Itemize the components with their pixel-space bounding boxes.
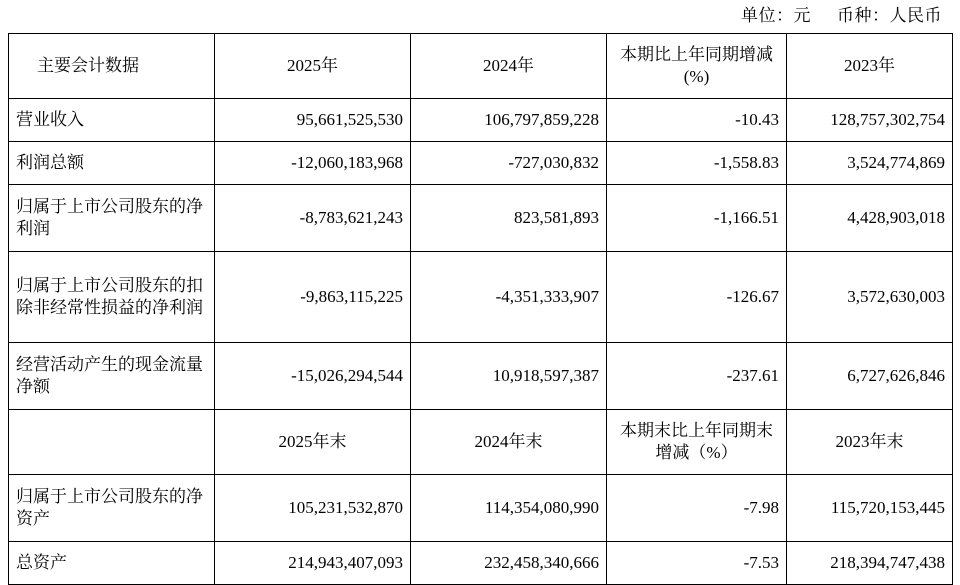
row-label: 经营活动产生的现金流量净额	[9, 343, 215, 410]
financial-summary-table	[8, 33, 953, 585]
row-label: 归属于上市公司股东的扣除非经常性损益的净利润	[9, 252, 215, 343]
cell-2024: 10,918,597,387	[411, 343, 607, 410]
cell-change: -237.61	[607, 343, 787, 410]
cell-2023: 3,572,630,003	[787, 252, 953, 343]
header-cell-2023: 2023年	[787, 34, 953, 99]
cell-2023: 6,727,626,846	[787, 343, 953, 410]
row-label: 利润总额	[9, 142, 215, 185]
header-cell-metric-point	[9, 410, 215, 475]
header-cell-2025-end: 2025年末	[215, 410, 411, 475]
header-cell-2023-end: 2023年末	[787, 410, 953, 475]
cell-2023: 4,428,903,018	[787, 185, 953, 252]
cell-2024: 823,581,893	[411, 185, 607, 252]
row-label: 归属于上市公司股东的净资产	[9, 475, 215, 542]
cell-2025: -12,060,183,968	[215, 142, 411, 185]
table-row	[9, 252, 953, 343]
cell-2024: -727,030,832	[411, 142, 607, 185]
cell-change: -7.98	[607, 475, 787, 542]
cell-change: -1,558.83	[607, 142, 787, 185]
row-label: 归属于上市公司股东的净利润	[9, 185, 215, 252]
header-cell-metric: 主要会计数据	[9, 34, 215, 99]
table-row	[9, 475, 953, 542]
cell-2024: 232,458,340,666	[411, 542, 607, 585]
cell-2025: -15,026,294,544	[215, 343, 411, 410]
table-header-row-point	[9, 410, 953, 475]
cell-2025: -8,783,621,243	[215, 185, 411, 252]
row-label: 营业收入	[9, 99, 215, 142]
cell-change: -10.43	[607, 99, 787, 142]
table-row	[9, 542, 953, 585]
cell-2023: 3,524,774,869	[787, 142, 953, 185]
cell-2024: 114,354,080,990	[411, 475, 607, 542]
cell-2024: -4,351,333,907	[411, 252, 607, 343]
cell-change: -126.67	[607, 252, 787, 343]
cell-2023: 128,757,302,754	[787, 99, 953, 142]
cell-2024: 106,797,859,228	[411, 99, 607, 142]
currency-type-label: 币种：人民币	[837, 6, 942, 25]
cell-change: -1,166.51	[607, 185, 787, 252]
row-label: 总资产	[9, 542, 215, 585]
header-cell-2024: 2024年	[411, 34, 607, 99]
header-cell-change: 本期比上年同期增减(%)	[607, 34, 787, 99]
cell-2025: 105,231,532,870	[215, 475, 411, 542]
table-row	[9, 185, 953, 252]
table-row	[9, 142, 953, 185]
table-row	[9, 343, 953, 410]
cell-2023: 115,720,153,445	[787, 475, 953, 542]
unit-line	[8, 0, 952, 33]
header-cell-2024-end: 2024年末	[411, 410, 607, 475]
header-cell-change-end: 本期末比上年同期末增减（%）	[607, 410, 787, 475]
table-row	[9, 99, 953, 142]
currency-unit-label: 单位：元	[741, 6, 811, 25]
table-header-row-period	[9, 34, 953, 99]
header-cell-2025: 2025年	[215, 34, 411, 99]
cell-2025: 95,661,525,530	[215, 99, 411, 142]
cell-change: -7.53	[607, 542, 787, 585]
cell-2023: 218,394,747,438	[787, 542, 953, 585]
cell-2025: -9,863,115,225	[215, 252, 411, 343]
cell-2025: 214,943,407,093	[215, 542, 411, 585]
